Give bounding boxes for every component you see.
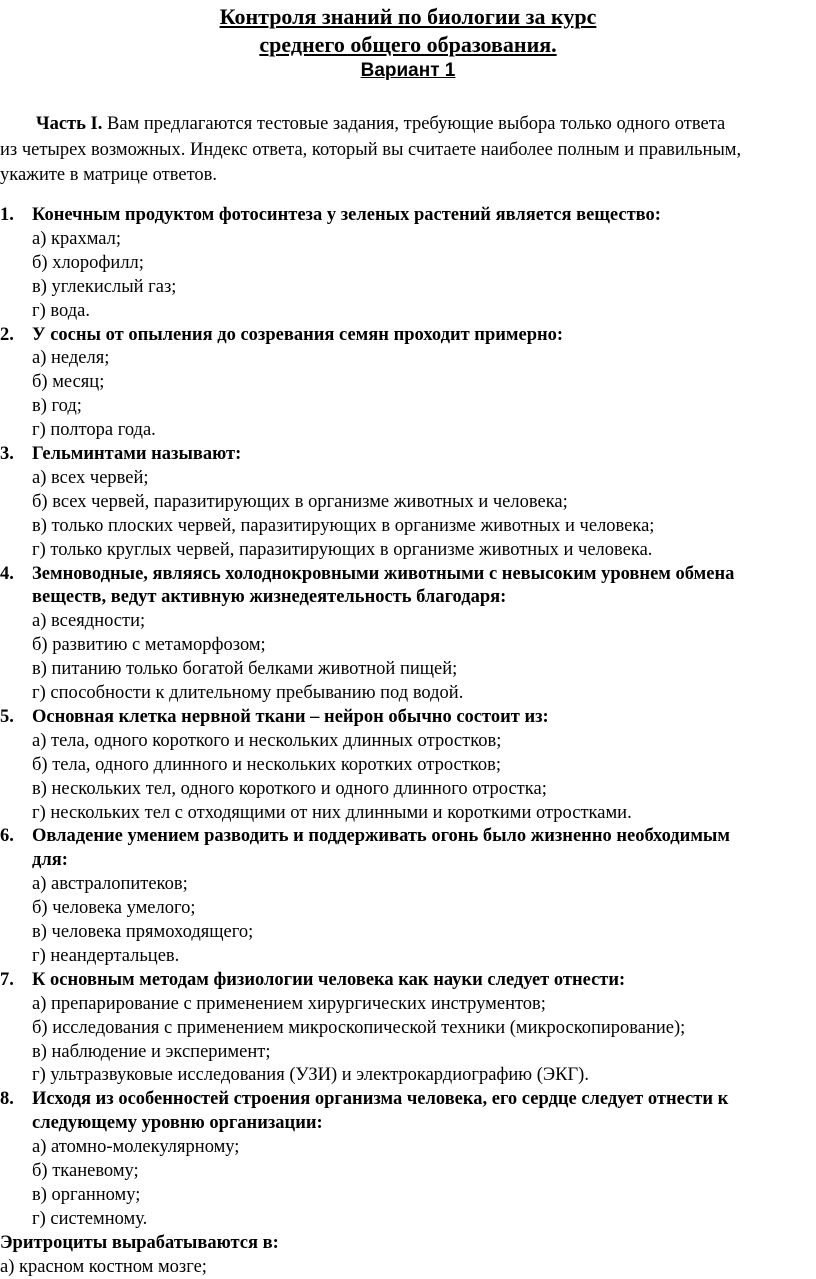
question-text: Земноводные, являясь холоднокровными животными с невысоким уровнем обмена <box>32 563 735 584</box>
question-text: следующему уровню организации: <box>32 1113 323 1134</box>
question-number: 1. <box>0 205 14 225</box>
answer-option-text: в) нескольких тел, одного короткого и одного длинного отростка; <box>32 778 547 799</box>
question-text: для: <box>32 850 68 871</box>
answer-option-text: б) всех червей, паразитирующих в организме животных и человека; <box>32 491 568 512</box>
title-line-2: среднего общего образования. <box>259 32 557 57</box>
answer-option-text: а) крахмал; <box>32 228 122 249</box>
question-number: 2. <box>0 324 14 345</box>
part-label: Часть I. <box>36 114 103 134</box>
answer-option-text: а) всеядности; <box>32 611 146 632</box>
trailing-question-text: Эритроциты вырабатываются в: <box>0 1232 279 1253</box>
answer-option-text: г) только круглых червей, паразитирующих в организме животных и человека. <box>32 539 653 560</box>
answer-option-text: а) тела, одного короткого и нескольких длинных отростков; <box>32 730 502 751</box>
question-text: Конечным продуктом фотосинтеза у зеленых растений является вещество: <box>32 205 661 225</box>
question-number: 6. <box>0 826 14 847</box>
answer-option-text: б) тканевому; <box>32 1161 139 1181</box>
answer-option-text: в) углекислый газ; <box>32 276 177 297</box>
answer-option-text: а) препарирование с применением хирургических инструментов; <box>32 993 546 1014</box>
intro-line-2: из четырех возможных. Индекс ответа, который вы считаете наиболее полным и правильным, <box>0 139 742 160</box>
answer-option-text: в) только плоских червей, паразитирующих в организме животных и человека; <box>32 515 655 536</box>
answer-option-text: б) человека умелого; <box>32 898 196 919</box>
question-text: К основным методам физиологии человека как науки следует отнести: <box>32 969 626 990</box>
answer-option-text: г) системному. <box>32 1208 148 1229</box>
answer-option-text: б) тела, одного длинного и нескольких коротких отростков; <box>32 754 502 775</box>
answer-option-text: г) способности к длительному пребыванию под водой. <box>32 683 464 703</box>
answer-option-text: б) хлорофилл; <box>32 252 144 273</box>
answer-option-text: в) питанию только богатой белками животной пищей; <box>32 659 458 680</box>
question-text: Исходя из особенностей строения организма человека, его сердце следует отнести к <box>32 1089 729 1110</box>
answer-option-text: б) развитию с метаморфозом; <box>32 635 266 656</box>
answer-option-text: а) всех червей; <box>32 467 149 488</box>
answer-option-text: в) органному; <box>32 1184 141 1205</box>
question-number: 4. <box>0 563 14 584</box>
question-text: Овладение умением разводить и поддерживать огонь было жизненно необходимым <box>32 826 730 847</box>
question-number: 7. <box>0 969 14 990</box>
answer-option-text: а) неделя; <box>32 348 110 369</box>
intro-line-3: укажите в матрице ответов. <box>0 165 218 185</box>
answer-option-text: г) неандертальцев. <box>32 945 180 966</box>
question-number: 3. <box>0 444 14 464</box>
question-text: Основная клетка нервной ткани – нейрон обычно состоит из: <box>32 706 549 727</box>
answer-option-text: б) исследования с применением микроскопической техники (микроскопирование); <box>32 1017 686 1038</box>
answer-option-text: б) месяц; <box>32 372 105 393</box>
question-number: 8. <box>0 1089 14 1110</box>
answer-option-text: а) атомно-молекулярному; <box>32 1137 240 1158</box>
answer-option-text: а) австралопитеков; <box>32 874 188 895</box>
answer-option-text: г) ультразвуковые исследования (УЗИ) и электрокардиографию (ЭКГ). <box>32 1065 589 1086</box>
trailing-option-text: а) красном костном мозге; <box>0 1256 207 1277</box>
question-text: веществ, ведут активную жизнедеятельность благодаря: <box>32 587 507 608</box>
answer-option-text: в) год; <box>32 396 82 417</box>
title-line-1: Контроля знаний по биологии за курс <box>219 4 597 29</box>
intro-text-1: Вам предлагаются тестовые задания, требующие выбора только одного ответа <box>102 114 726 134</box>
answer-option-text: г) нескольких тел с отходящими от них длинными и короткими отростками. <box>32 802 632 823</box>
question-number: 5. <box>0 706 14 727</box>
variant-heading: Вариант 1 <box>360 60 456 81</box>
answer-option-text: г) полтора года. <box>32 420 156 441</box>
answer-option-text: г) вода. <box>32 300 90 321</box>
intro-line-1 <box>0 112 816 138</box>
intro-paragraph <box>0 112 816 189</box>
question-text: У сосны от опыления до созревания семян проходит примерно: <box>32 324 564 345</box>
answer-option-text: в) человека прямоходящего; <box>32 922 254 942</box>
question-text: Гельминтами называют: <box>32 444 242 464</box>
answer-option-text: в) наблюдение и эксперимент; <box>32 1041 271 1062</box>
